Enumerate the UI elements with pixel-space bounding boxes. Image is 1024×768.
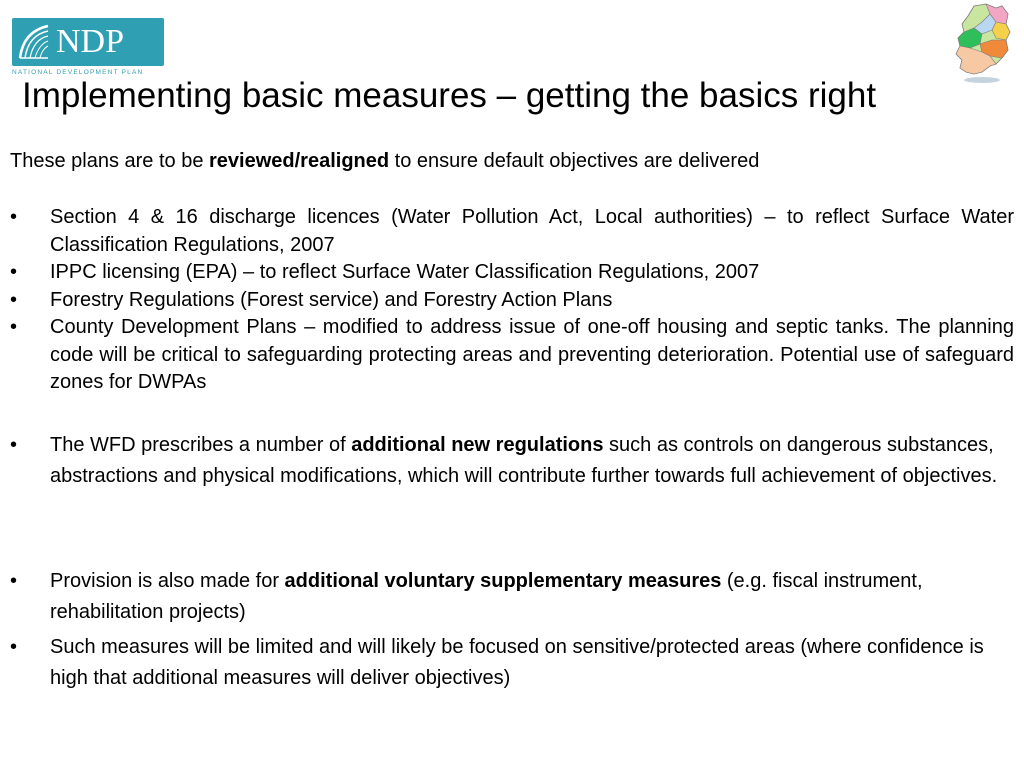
bullet-icon: • <box>10 570 18 592</box>
harp-icon <box>16 22 52 62</box>
list-item-text-before: The WFD prescribes a number of <box>50 434 352 456</box>
page-title: Implementing basic measures – getting the basics right <box>22 76 877 115</box>
list-item-text-bold: additional voluntary supplementary measures <box>284 570 722 592</box>
list-item-text-bold: additional new regulations <box>351 434 604 456</box>
list-item <box>10 430 1014 492</box>
bullet-icon: • <box>10 206 18 228</box>
list-item-text-after: (e.g. fiscal instrument, rehabilitation projects) <box>50 570 923 623</box>
ireland-regions-map-icon <box>952 2 1014 84</box>
bullet-icon: • <box>10 316 18 338</box>
list-item-text: Forestry Regulations (Forest service) and Forestry Action Plans <box>50 288 613 311</box>
additional-regulations-list <box>10 430 1014 492</box>
list-item <box>10 314 1014 397</box>
bullet-icon: • <box>10 636 18 658</box>
list-item-text-after: such as controls on dangerous substances, abstractions and physical modifications, which will contribute further towards full achievement of objectives. <box>50 434 998 487</box>
list-item <box>10 566 1014 628</box>
list-item-text-before: Provision is also made for <box>50 570 285 592</box>
bullet-icon: • <box>10 434 18 456</box>
list-item-text: IPPC licensing (EPA) – to reflect Surface Water Classification Regulations, 2007 <box>50 261 760 283</box>
logo-name: NDP <box>56 23 125 60</box>
list-item <box>10 259 1014 287</box>
bullet-icon: • <box>10 261 18 283</box>
basic-measures-list <box>10 204 1014 397</box>
intro-line <box>10 148 1010 174</box>
list-item-text: County Development Plans – modified to address issue of one-off housing and septic tanks. The planning code will be critical to safeguarding protecting areas and preventing deterioration. Potential use of safeguard zones for DWPAs <box>50 316 1014 393</box>
ndp-logo-badge <box>12 18 164 66</box>
intro-text-after: to ensure default objectives are delivered <box>389 150 760 172</box>
list-item <box>10 204 1014 259</box>
bullet-icon: • <box>10 288 18 311</box>
logo-tagline: NATIONAL DEVELOPMENT PLAN <box>12 69 144 76</box>
ndp-logo <box>12 18 164 78</box>
intro-text-bold: reviewed/realigned <box>209 150 390 172</box>
list-item-text-before: Such measures will be limited and will likely be focused on sensitive/protected areas (where confidence is high that additional measures will deliver objectives) <box>50 636 984 689</box>
list-item <box>10 632 1014 694</box>
list-item-text: Section 4 & 16 discharge licences (Water Pollution Act, Local authorities) – to reflect Surface Water Classification Regulations, 2007 <box>50 206 1014 256</box>
list-item <box>10 287 1014 315</box>
intro-text-before: These plans are to be <box>10 150 210 172</box>
supplementary-measures-list <box>10 566 1014 698</box>
